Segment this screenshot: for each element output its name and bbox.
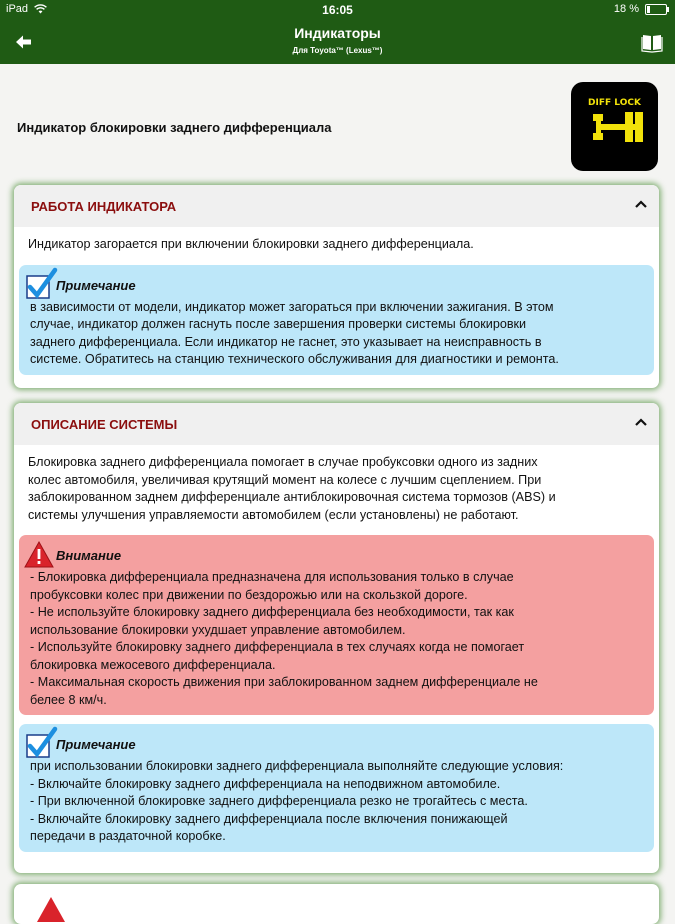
device-name: iPad	[6, 3, 29, 15]
section-operation	[14, 185, 659, 388]
section-next	[14, 884, 659, 924]
text-line: блокировка межосевого дифференциала.	[30, 657, 276, 672]
nav-bar	[0, 20, 675, 64]
text-line: - Включайте блокировку заднего дифференциала на неподвижном автомобиле.	[30, 776, 501, 791]
status-bar	[0, 0, 675, 20]
text-line: при использовании блокировки заднего дифференциала выполняйте следующие условия:	[30, 759, 564, 773]
text-line: системы улучшения управляемости автомобилем (если установлены) не работают.	[28, 507, 519, 522]
text-line: - Включайте блокировку заднего дифференциала после включения понижающей	[30, 811, 508, 826]
book-icon[interactable]	[641, 31, 663, 53]
indicator-label: DIFF LOCK	[588, 98, 641, 108]
section-operation-text: Индикатор загорается при включении блокировки заднего дифференциала.	[28, 237, 474, 251]
text-line: пробуксовки колес при движении по бездорожью или на скользкой дороге.	[30, 587, 468, 602]
note-title: Примечание	[56, 277, 136, 293]
text-line: использование блокировки ухудшает управление автомобилем.	[30, 622, 406, 637]
diff-lock-icon	[571, 82, 658, 171]
chevron-up-icon[interactable]	[635, 417, 647, 427]
text-line: - Максимальная скорость движения при заблокированном заднем дифференциале не	[30, 675, 538, 689]
text-line: - Не используйте блокировку заднего дифференциала без необходимости, так как	[30, 605, 514, 619]
text-line: белее 8 км/ч.	[30, 692, 107, 707]
nav-subtitle: Для Toyota™ (Lexus™)	[292, 46, 383, 55]
text-line: Блокировка заднего дифференциала помогает в случае пробуксовки одного из задних	[28, 455, 538, 469]
page-title: Индикатор блокировки заднего дифференциала	[17, 120, 332, 135]
battery-icon	[645, 4, 667, 15]
section-operation-header[interactable]	[14, 185, 659, 227]
diff-lock-indicator	[571, 82, 658, 171]
warning-text	[30, 569, 640, 709]
text-line: в зависимости от модели, индикатор может загораться при включении зажигания. В этом	[30, 299, 554, 314]
warning-triangle-icon	[22, 537, 58, 571]
section-description-text	[14, 445, 659, 535]
text-line: случае, индикатор должен гаснуть после завершения проверки системы блокировки	[30, 317, 527, 331]
clock: 16:05	[322, 3, 353, 17]
note-text	[30, 758, 640, 846]
section-description	[14, 403, 659, 873]
note-box	[19, 724, 654, 852]
text-line: заднего дифференциала. Если индикатор не гаснет, это указывает на неисправность в	[30, 334, 542, 349]
text-line: системе. Обратитесь на станцию технического обслуживания для диагностики и ремонта.	[30, 352, 559, 366]
text-line: - При включенной блокировке заднего дифференциала резко не трогайтесь с места.	[30, 794, 528, 808]
warning-title: Внимание	[56, 548, 122, 563]
section-operation-title: РАБОТА ИНДИКАТОРА	[31, 199, 177, 214]
section-description-title: ОПИСАНИЕ СИСТЕМЫ	[31, 417, 178, 432]
nav-title: Индикаторы	[294, 25, 381, 41]
warning-triangle-icon	[34, 892, 70, 924]
text-line: колес автомобиля, увеличивая крутящий момент на колесе с лучшим сцеплением. При	[28, 472, 542, 487]
checkmark-icon	[22, 726, 58, 760]
text-line: заблокированном заднем дифференциале антиблокировочная система тормозов (ABS) и	[28, 490, 556, 504]
text-line: передачи в раздаточной коробке.	[30, 829, 226, 843]
text-line: - Блокировка дифференциала предназначена для использования только в случае	[30, 570, 514, 584]
chevron-up-icon[interactable]	[635, 199, 647, 209]
note-title: Примечание	[56, 737, 136, 752]
warning-box	[19, 535, 654, 715]
checkmark-icon	[22, 267, 58, 301]
text-line: - Используйте блокировку заднего дифференциала в тех случаях когда не помогает	[30, 640, 525, 654]
section-description-header[interactable]	[14, 403, 659, 445]
battery-percent: 18 %	[613, 3, 639, 15]
note-text	[30, 299, 640, 369]
note-box	[19, 265, 654, 375]
